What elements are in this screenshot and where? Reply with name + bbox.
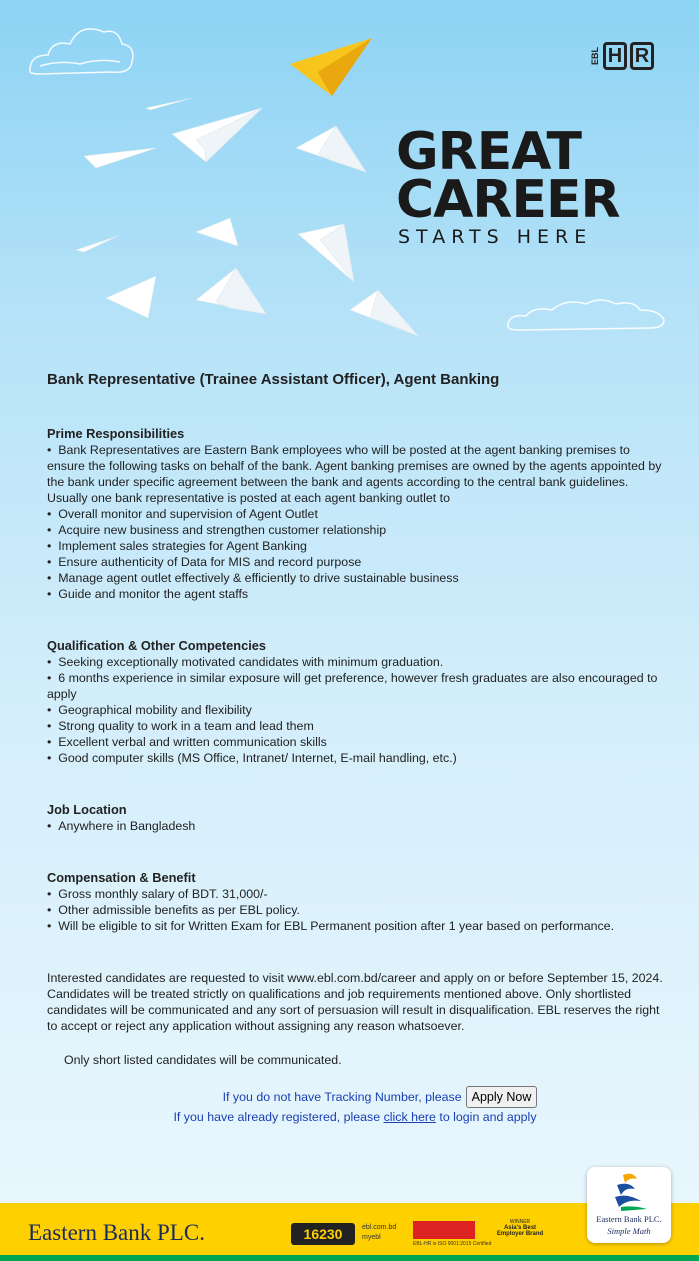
footer-bank-name: Eastern Bank PLC. (28, 1220, 205, 1245)
award-line1: WINNER (509, 1219, 531, 1225)
hero-banner (0, 0, 699, 345)
ebl-hr-logo (590, 42, 654, 70)
award-line2: Asia's Best (503, 1225, 537, 1231)
cloud-left-icon (30, 29, 133, 74)
job-title: Bank Representative (Trainee Assistant Officer), Agent Banking (47, 371, 500, 388)
closing-text: Interested candidates are requested to visit www.ebl.com.bd/career and apply on or before September 15, 2024. Candidates will be treated strictly on qualifications and job requirements mentioned above. Only shortlisted candidates will be communicated and any sort of persuasion will result in disqualification. EBL reserves the right to accept or reject any application without assigning any reason whatsoever. (47, 971, 663, 1033)
yellow-paper-plane-icon (290, 38, 372, 96)
no-tracking-text: If you do not have Tracking Number, please (222, 1090, 462, 1104)
list-item: • Implement sales strategies for Agent Banking (47, 538, 663, 554)
list-item: • Gross monthly salary of BDT. 31,000/- (47, 886, 663, 902)
apply-area (47, 1086, 663, 1125)
hotline-number: 16230 (303, 1226, 343, 1242)
section-title: Job Location (47, 802, 127, 817)
shortlist-note: Only short listed candidates will be communicated. (64, 1053, 342, 1067)
logo-tagline: Simple Math (607, 1226, 651, 1236)
list-item: • Other admissible benefits as per EBL policy. (47, 902, 663, 918)
ebl-hr-logo-r: R (630, 42, 654, 70)
white-paper-planes-icon (76, 98, 418, 336)
web-link-social: myebl (362, 1234, 381, 1241)
responsibilities-section (47, 426, 663, 602)
headline-line1: GREAT (396, 122, 581, 182)
compensation-section (47, 870, 663, 934)
location-section (47, 802, 663, 834)
apply-row (47, 1086, 663, 1108)
list-item: • Will be eligible to sit for Written Exam for EBL Permanent position after 1 year based on performance. (47, 918, 663, 934)
list-item: • Acquire new business and strengthen customer relationship (47, 522, 663, 538)
certification-text: EBL-HR is ISO 9001:2015 Certified (413, 1241, 492, 1247)
section-title: Qualification & Other Competencies (47, 638, 267, 653)
headline-line2: CAREER (396, 170, 620, 230)
section-title: Compensation & Benefit (47, 870, 196, 885)
login-text: to login and apply (439, 1110, 537, 1124)
click-here-link[interactable]: click here (383, 1110, 436, 1124)
web-link-site: ebl.com.bd (362, 1224, 397, 1231)
ebl-hr-logo-h: H (603, 42, 627, 70)
footer-green-line (0, 1255, 699, 1261)
award-line3: Employer Brand (496, 1231, 544, 1237)
list-item: • Overall monitor and supervision of Agent Outlet (47, 506, 663, 522)
login-row (47, 1109, 663, 1125)
tagline: STARTS HERE (398, 226, 593, 248)
award-badge (494, 1219, 546, 1237)
list-item: • Ensure authenticity of Data for MIS and record purpose (47, 554, 663, 570)
ebl-logo-mark-icon (609, 1171, 649, 1213)
qualification-section (47, 638, 663, 766)
list-item: • Guide and monitor the agent staffs (47, 586, 663, 602)
certification-logos (413, 1221, 475, 1239)
web-links (362, 1223, 396, 1243)
list-item: • 6 months experience in similar exposure will get preference, however fresh graduates are also encouraged to apply (47, 670, 663, 702)
ebl-hr-logo-prefix: EBL (590, 47, 600, 65)
cloud-right-icon (508, 300, 664, 330)
list-item: • Good computer skills (MS Office, Intranet/ Internet, E-mail handling, etc.) (47, 750, 663, 766)
hotline-badge (291, 1223, 355, 1245)
headline (396, 122, 620, 230)
ebl-logo-card (587, 1167, 671, 1243)
list-item: • Manage agent outlet effectively & efficiently to drive sustainable business (47, 570, 663, 586)
apply-now-button[interactable]: Apply Now (466, 1086, 538, 1108)
list-item: • Strong quality to work in a team and lead them (47, 718, 663, 734)
list-item: • Excellent verbal and written communication skills (47, 734, 663, 750)
job-content (47, 372, 663, 1125)
list-item: • Bank Representatives are Eastern Bank employees who will be posted at the agent banking premises to ensure the following tasks on behalf of the bank. Agent banking premises are owned by the agents appointed by the bank under specific agreement between the bank and agents according to the central bank guidelines. Usually one bank representative is posted at each agent banking outlet to (47, 442, 663, 506)
list-item: • Geographical mobility and flexibility (47, 702, 663, 718)
list-item: • Seeking exceptionally motivated candidates with minimum graduation. (47, 654, 663, 670)
section-title: Prime Responsibilities (47, 426, 185, 441)
registered-text: If you have already registered, please (173, 1110, 381, 1124)
list-item: • Anywhere in Bangladesh (47, 818, 663, 834)
logo-bank-name: Eastern Bank PLC. (596, 1214, 662, 1224)
